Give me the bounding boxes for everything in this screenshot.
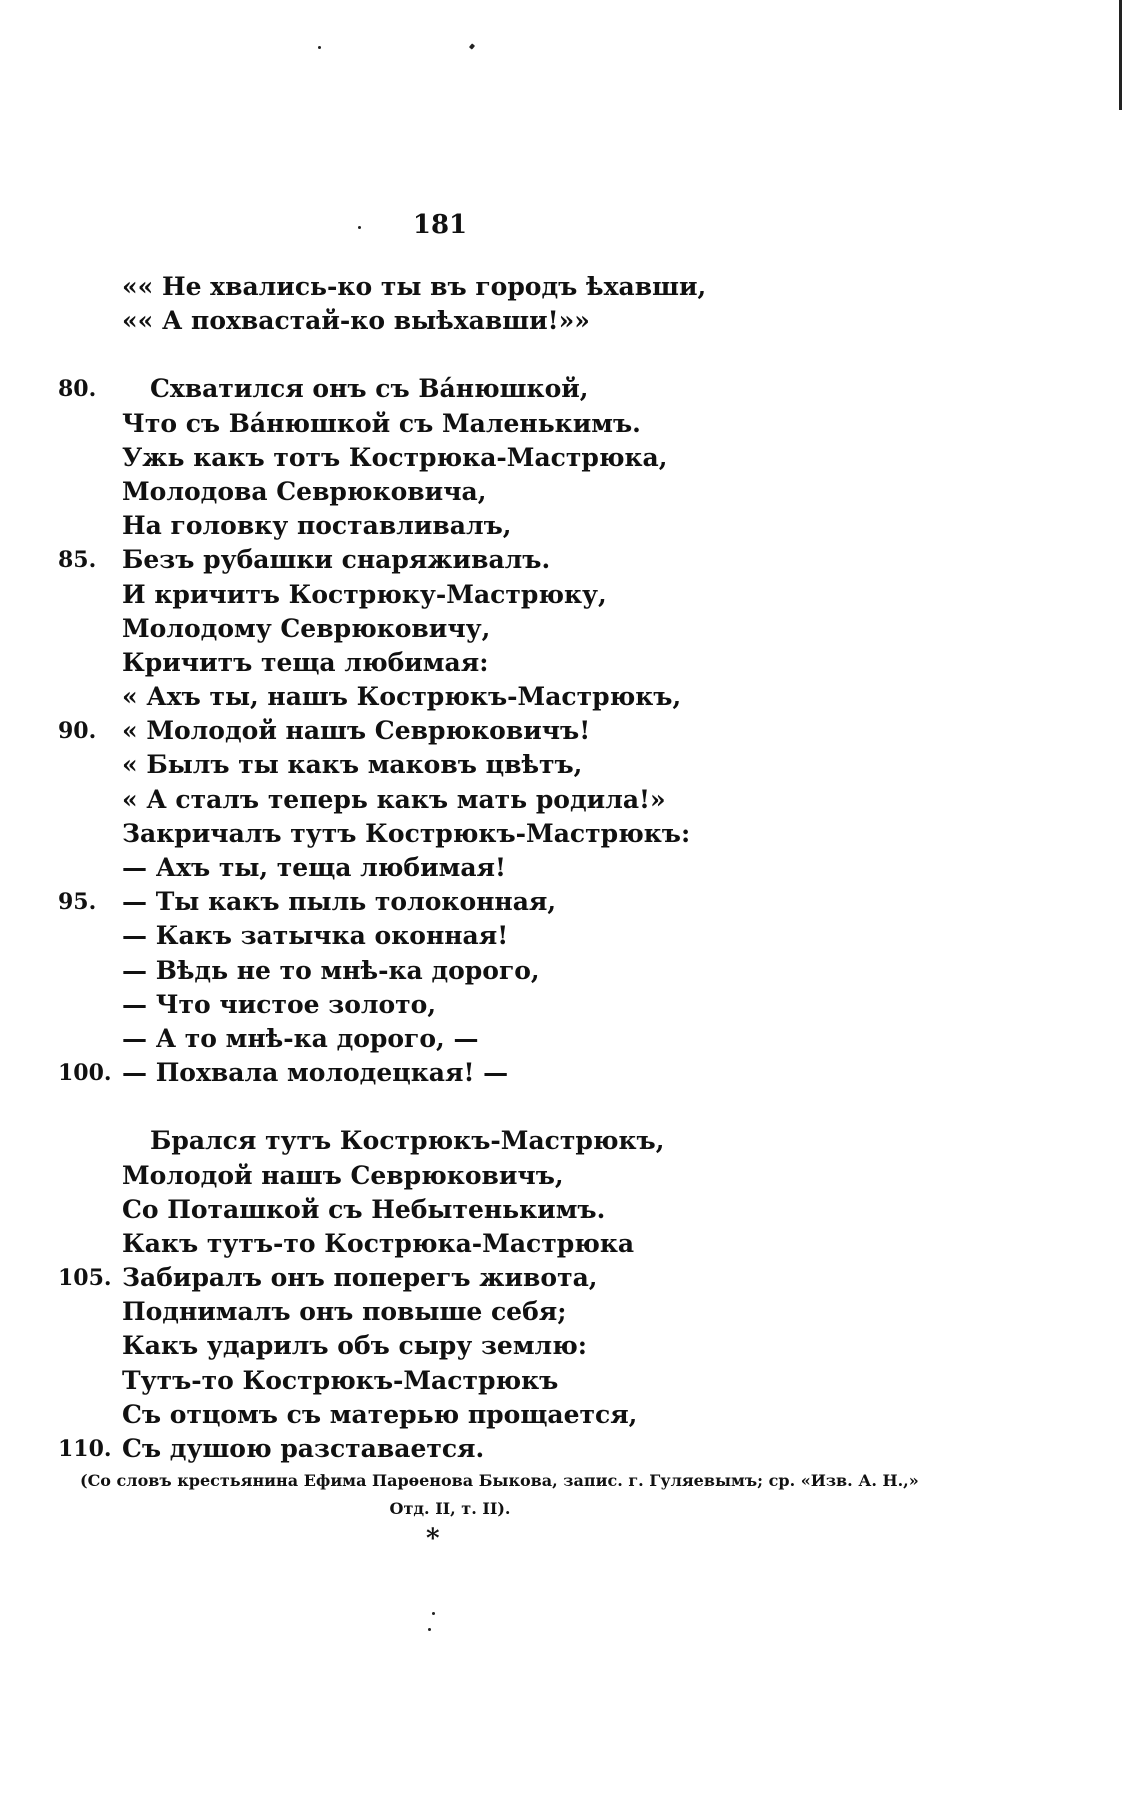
verse-line <box>0 1329 1140 1363</box>
verse-line <box>0 372 1140 406</box>
line-text: — Похвала молодецкая! — <box>122 1058 509 1088</box>
stanza <box>0 372 1140 1090</box>
verse-line <box>0 1398 1140 1432</box>
line-text: Забиралъ онъ поперегъ живота, <box>122 1263 598 1293</box>
line-text: — Ты какъ пыль толоконная, <box>122 887 557 917</box>
line-text: Молодой нашъ Севрюковичъ, <box>122 1160 564 1190</box>
verse-line <box>0 817 1140 851</box>
verse-line <box>0 1193 1140 1227</box>
verse-line <box>0 885 1140 919</box>
verse-line <box>0 714 1140 748</box>
line-text: « Молодой нашъ Севрюковичъ! <box>122 716 591 746</box>
line-number: 110. <box>58 1436 112 1462</box>
stanza <box>0 1124 1140 1466</box>
verse-line <box>0 1022 1140 1056</box>
verse-line <box>0 748 1140 782</box>
scan-speck <box>428 1628 431 1631</box>
verse-line <box>0 1295 1140 1329</box>
line-text: И кричитъ Кострюку-Мастрюку, <box>122 579 607 609</box>
verse-line <box>0 1364 1140 1398</box>
line-number: 100. <box>58 1060 112 1087</box>
verse-line <box>0 680 1140 714</box>
verse-line <box>0 1159 1140 1193</box>
verse-line <box>0 1227 1140 1261</box>
verse-line <box>0 509 1140 543</box>
verse-line <box>0 578 1140 612</box>
verse-line <box>0 270 1140 304</box>
line-text: — Что чистое золото, <box>122 989 437 1019</box>
verse-line <box>0 441 1140 475</box>
section-asterisk: * <box>426 1524 440 1554</box>
line-text: Брался тутъ Кострюкъ-Мастрюкъ, <box>150 1126 665 1156</box>
line-number: 85. <box>58 547 97 574</box>
line-text: Что съ Ва́нюшкой съ Маленькимъ. <box>122 408 641 438</box>
line-text: Тутъ-то Кострюкъ-Мастрюкъ <box>122 1365 559 1395</box>
scan-speck <box>318 46 321 49</box>
verse-line <box>0 475 1140 509</box>
line-text: Безъ рубашки снаряживалъ. <box>122 545 551 575</box>
scan-speck <box>432 1612 435 1615</box>
stanza <box>0 270 1140 338</box>
line-text: «« А похвастай-ко выѣхавши!»» <box>122 306 590 336</box>
footnote-line: (Со словъ крестьянина Ефима Парѳенова Быкова, запис. г. Гуляевымъ; ср. «Изв. А. Н.,» <box>80 1471 919 1490</box>
verse-line <box>0 407 1140 441</box>
page-edge-line <box>1119 0 1122 110</box>
line-text: Кричитъ теща любимая: <box>122 647 489 677</box>
verse-line <box>0 1124 1140 1158</box>
line-text: Какъ тутъ-то Кострюка-Мастрюка <box>122 1228 635 1258</box>
line-text: « А сталъ теперь какъ мать родила!» <box>122 784 666 814</box>
verse-line <box>0 1432 1140 1466</box>
line-text: — Ахъ ты, теща любимая! <box>122 853 506 882</box>
line-text: « Ахъ ты, нашъ Кострюкъ-Мастрюкъ, <box>122 682 682 712</box>
verse-line <box>0 851 1140 885</box>
verse-line <box>0 1056 1140 1090</box>
line-text: Схватился онъ съ Ва́нюшкой, <box>150 374 589 404</box>
verse-line <box>0 919 1140 953</box>
verse-line <box>0 1261 1140 1295</box>
verse-line <box>0 304 1140 338</box>
line-number: 90. <box>58 718 97 745</box>
footnote-line: Отд. II, т. II). <box>389 1499 511 1518</box>
scan-speck <box>469 43 475 49</box>
line-text: — А то мнѣ-ка дорого, — <box>122 1023 479 1053</box>
line-number: 95. <box>58 889 97 916</box>
line-text: — Вѣдь не то мнѣ-ка дорого, <box>122 955 540 985</box>
line-number: 80. <box>58 376 97 403</box>
page-number: 181 <box>412 210 468 240</box>
verse-line <box>0 988 1140 1022</box>
verse-line <box>0 543 1140 577</box>
line-number: 105. <box>58 1265 112 1292</box>
line-text: « Былъ ты какъ маковъ цвѣтъ, <box>122 750 583 780</box>
line-text: — Какъ затычка оконная! <box>122 921 509 951</box>
line-text: Молодова Севрюковича, <box>122 476 487 506</box>
verse-line <box>0 646 1140 680</box>
source-footnote <box>80 1467 1080 1523</box>
verse-body <box>0 270 1140 1500</box>
line-text: Молодому Севрюковичу, <box>122 613 491 643</box>
line-text: На головку поставливалъ, <box>122 511 512 541</box>
line-text: Закричалъ тутъ Кострюкъ-Мастрюкъ: <box>122 818 691 848</box>
line-text: Какъ ударилъ объ сыру землю: <box>122 1331 588 1361</box>
line-text: Съ отцомъ съ матерью прощается, <box>122 1399 638 1429</box>
line-text: Ужь какъ тотъ Кострюка-Мастрюка, <box>122 442 668 472</box>
verse-line <box>0 783 1140 817</box>
line-text: Поднималъ онъ повыше себя; <box>122 1297 567 1327</box>
verse-line <box>0 954 1140 988</box>
verse-line <box>0 612 1140 646</box>
line-text: Съ душою разставается. <box>122 1434 485 1463</box>
line-text: «« Не хвались-ко ты въ городъ ѣхавши, <box>122 272 707 301</box>
line-text: Со Поташкой съ Небытенькимъ. <box>122 1194 606 1224</box>
